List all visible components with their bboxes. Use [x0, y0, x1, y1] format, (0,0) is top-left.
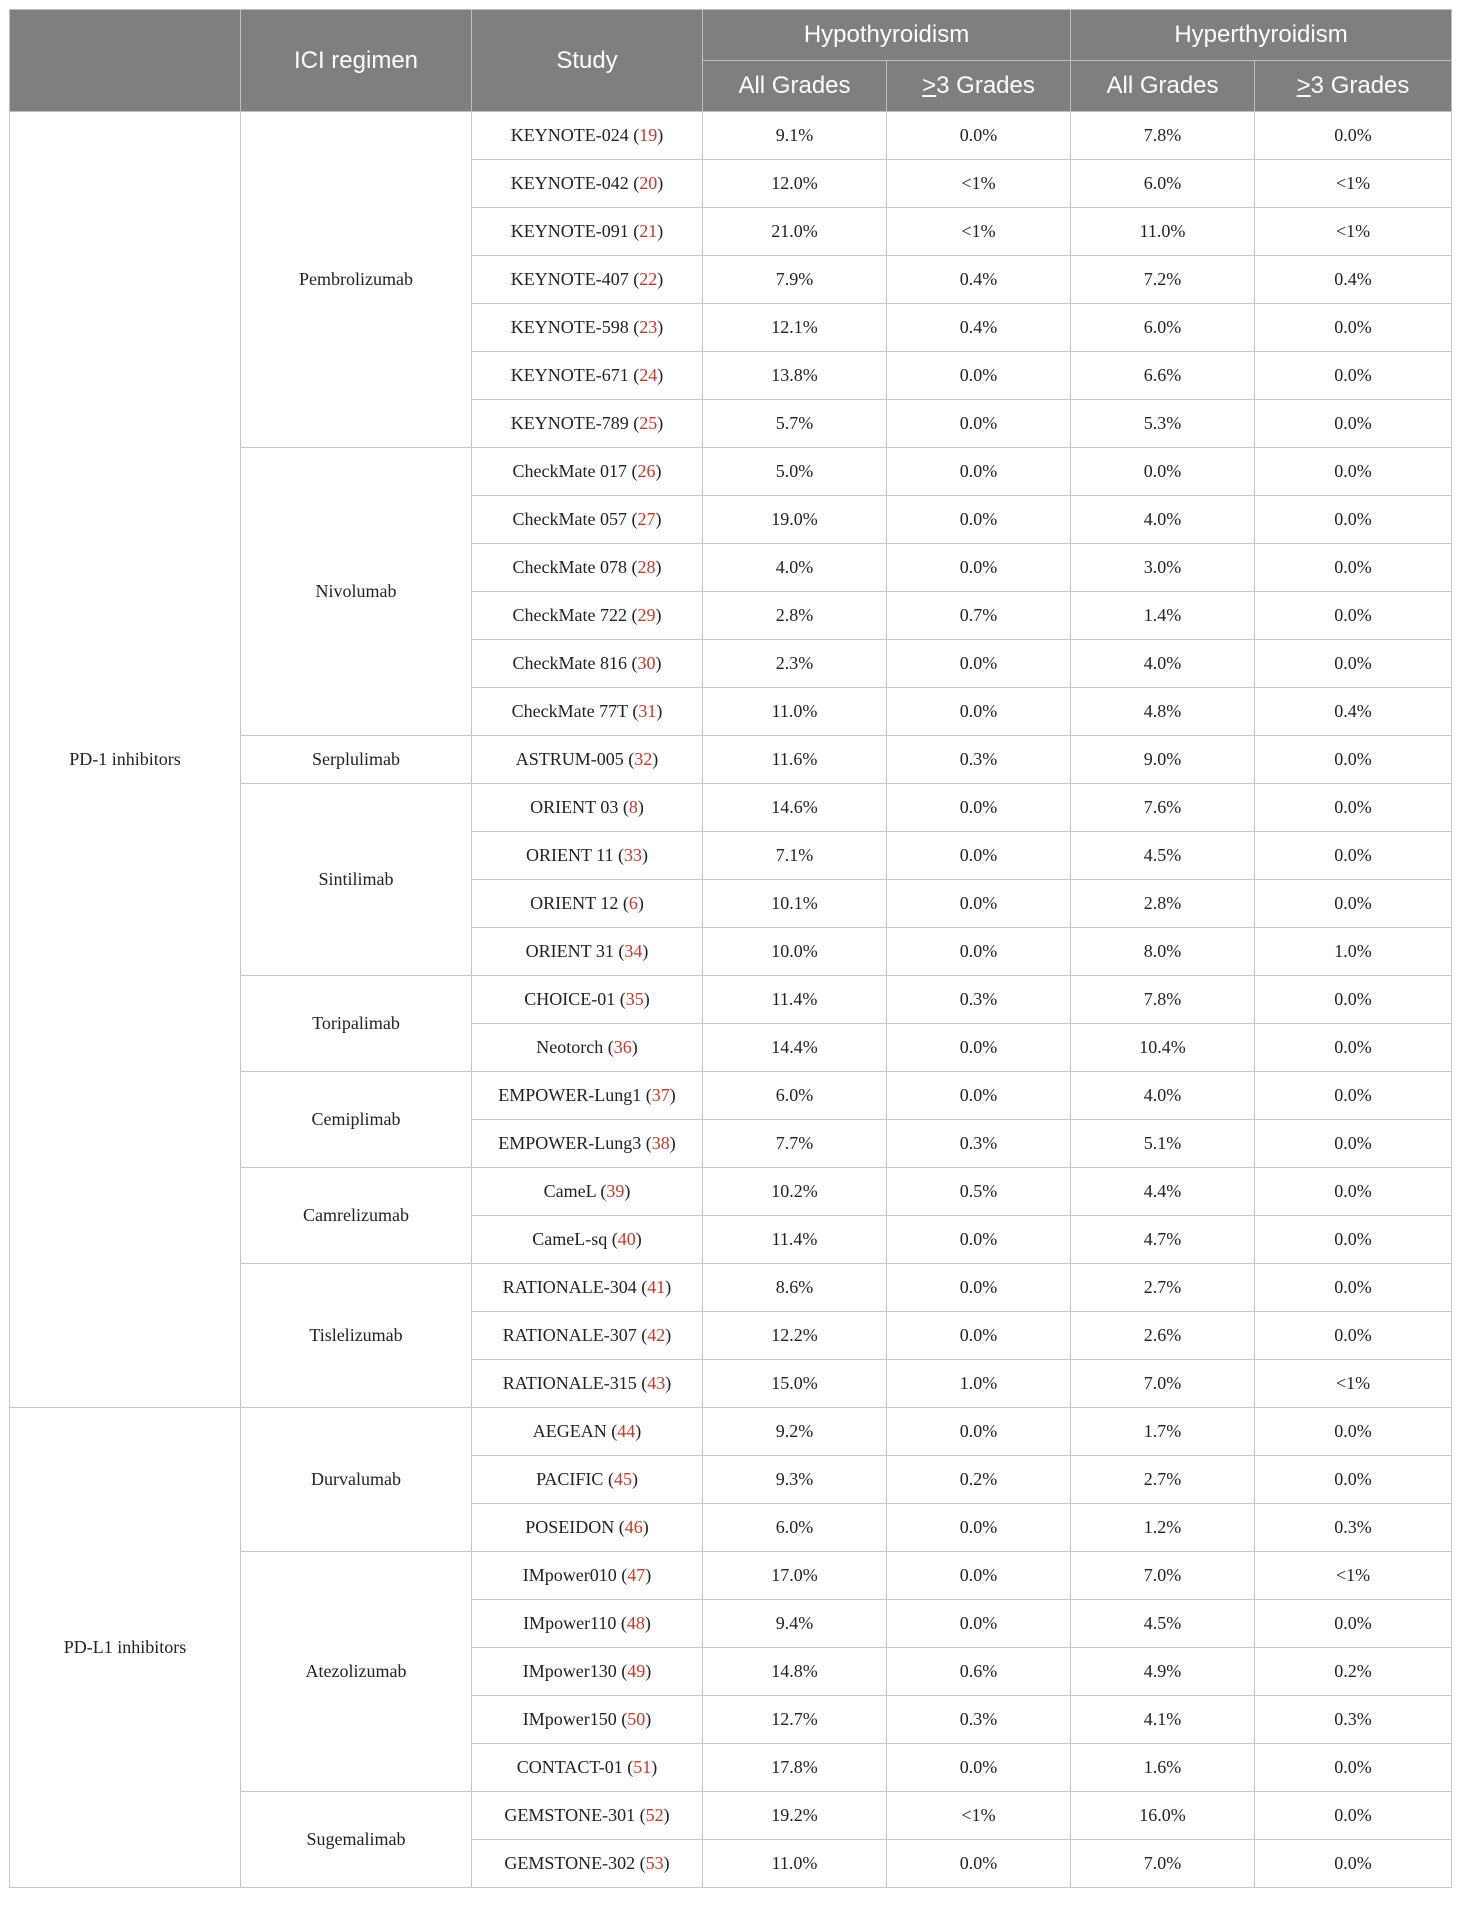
study-cell: ASTRUM-005 (32) [472, 736, 703, 784]
hypo-grade3-cell: 0.0% [887, 1216, 1071, 1264]
reference-number: 53 [645, 1853, 664, 1873]
hypo-grade3-cell: 0.3% [887, 1696, 1071, 1744]
reference-number: 28 [637, 557, 656, 577]
hypo-grade3-cell: 0.0% [887, 400, 1071, 448]
study-cell: KEYNOTE-671 (24) [472, 352, 703, 400]
hyper-grade3-cell: 0.0% [1255, 1744, 1452, 1792]
hyper-grade3-cell: 0.0% [1255, 352, 1452, 400]
hyper-all-grades-cell: 4.0% [1071, 496, 1255, 544]
hyper-all-grades-cell: 7.0% [1071, 1840, 1255, 1888]
study-cell: GEMSTONE-301 (52) [472, 1792, 703, 1840]
study-name: IMpower150 [522, 1709, 617, 1729]
reference-number: 20 [639, 173, 658, 193]
hyper-grade3-cell: 0.0% [1255, 304, 1452, 352]
reference-number: 6 [628, 893, 638, 913]
hypo-all-grades-cell: 19.2% [703, 1792, 887, 1840]
reference-number: 37 [651, 1085, 670, 1105]
ici-regimen-cell: Atezolizumab [241, 1552, 472, 1792]
reference-number: 34 [624, 941, 643, 961]
hypo-all-grades-cell: 7.7% [703, 1120, 887, 1168]
hypo-grade3-cell: 0.0% [887, 880, 1071, 928]
hyper-grade3-cell: 0.0% [1255, 880, 1452, 928]
hypo-all-grades-cell: 11.0% [703, 1840, 887, 1888]
hypo-all-grades-cell: 11.4% [703, 976, 887, 1024]
ge-symbol: > [922, 72, 937, 99]
study-name: EMPOWER-Lung3 [498, 1133, 642, 1153]
ici-regimen-cell: Cemiplimab [241, 1072, 472, 1168]
grade3-label: 3 Grades [936, 72, 1035, 99]
ici-regimen-cell: Sintilimab [241, 784, 472, 976]
hypo-grade3-cell: 0.7% [887, 592, 1071, 640]
study-name: KEYNOTE-024 [510, 125, 629, 145]
hypo-all-grades-cell: 8.6% [703, 1264, 887, 1312]
study-name: Neotorch [536, 1037, 604, 1057]
hypo-grade3-cell: 0.0% [887, 784, 1071, 832]
reference-number: 27 [637, 509, 656, 529]
study-cell: POSEIDON (46) [472, 1504, 703, 1552]
reference-number: 45 [613, 1469, 632, 1489]
reference-number: 33 [624, 845, 642, 865]
hyper-all-grades-cell: 11.0% [1071, 208, 1255, 256]
hyper-grade3-cell: 0.0% [1255, 736, 1452, 784]
hypo-all-grades-cell: 5.0% [703, 448, 887, 496]
hypo-all-grades-cell: 4.0% [703, 544, 887, 592]
reference-number: 25 [639, 413, 658, 433]
study-cell: GEMSTONE-302 (53) [472, 1840, 703, 1888]
study-name: EMPOWER-Lung1 [498, 1085, 642, 1105]
hypo-grade3-cell: 0.0% [887, 352, 1071, 400]
hypo-all-grades-cell: 13.8% [703, 352, 887, 400]
reference-number: 39 [606, 1181, 625, 1201]
study-cell: IMpower110 (48) [472, 1600, 703, 1648]
hypo-grade3-cell: 0.0% [887, 1264, 1071, 1312]
hyper-all-grades-cell: 2.8% [1071, 880, 1255, 928]
study-cell: CameL-sq (40) [472, 1216, 703, 1264]
hypo-grade3-cell: 0.0% [887, 496, 1071, 544]
table-row [10, 112, 1452, 160]
hyper-grade3-cell: 0.0% [1255, 592, 1452, 640]
study-name: CheckMate 057 [512, 509, 627, 529]
hypo-all-grades-cell: 9.2% [703, 1408, 887, 1456]
study-name: KEYNOTE-671 [510, 365, 629, 385]
study-cell: CheckMate 77T (31) [472, 688, 703, 736]
hypo-all-grades-cell: 17.0% [703, 1552, 887, 1600]
hypo-grade3-cell: 1.0% [887, 1360, 1071, 1408]
hyper-all-grades-cell: 0.0% [1071, 448, 1255, 496]
study-name: KEYNOTE-042 [510, 173, 629, 193]
reference-number: 8 [628, 797, 638, 817]
hypo-all-grades-cell: 6.0% [703, 1504, 887, 1552]
study-name: ORIENT 12 [530, 893, 619, 913]
hypo-grade3-cell: 0.0% [887, 1312, 1071, 1360]
hyper-grade3-cell: 0.0% [1255, 1264, 1452, 1312]
hypo-all-grades-cell: 12.2% [703, 1312, 887, 1360]
hyper-all-grades-cell: 4.0% [1071, 1072, 1255, 1120]
hyper-all-grades-cell: 7.0% [1071, 1360, 1255, 1408]
hyper-all-grades-cell: 3.0% [1071, 544, 1255, 592]
study-name: ORIENT 11 [526, 845, 614, 865]
ici-regimen-cell: Nivolumab [241, 448, 472, 736]
hypo-grade3-cell: 0.5% [887, 1168, 1071, 1216]
study-cell: KEYNOTE-598 (23) [472, 304, 703, 352]
study-name: IMpower130 [522, 1661, 617, 1681]
study-cell: ORIENT 31 (34) [472, 928, 703, 976]
study-name: GEMSTONE-302 [504, 1853, 636, 1873]
hyper-all-grades-cell: 10.4% [1071, 1024, 1255, 1072]
grade3-label: 3 Grades [1310, 72, 1410, 99]
ici-regimen-cell: Tislelizumab [241, 1264, 472, 1408]
table-row [10, 1408, 1452, 1456]
ici-regimen-cell: Serplulimab [241, 736, 472, 784]
study-name: CheckMate 77T [511, 701, 628, 721]
reference-number: 35 [625, 989, 644, 1009]
hyper-all-grades-cell: 1.2% [1071, 1504, 1255, 1552]
study-cell: RATIONALE-304 (41) [472, 1264, 703, 1312]
hyper-grade3-cell: 0.0% [1255, 1312, 1452, 1360]
header-hypo-grade3 [887, 61, 1071, 112]
hypo-grade3-cell: 0.3% [887, 976, 1071, 1024]
study-cell: Neotorch (36) [472, 1024, 703, 1072]
hyper-grade3-cell: 0.0% [1255, 448, 1452, 496]
hypo-grade3-cell: 0.0% [887, 1024, 1071, 1072]
hypo-grade3-cell: 0.0% [887, 832, 1071, 880]
study-cell: CONTACT-01 (51) [472, 1744, 703, 1792]
study-name: PACIFIC [536, 1469, 604, 1489]
study-cell: IMpower010 (47) [472, 1552, 703, 1600]
header-hyper-grade3 [1255, 61, 1452, 112]
study-cell: CheckMate 816 (30) [472, 640, 703, 688]
hyper-grade3-cell: 0.0% [1255, 400, 1452, 448]
hypo-all-grades-cell: 14.4% [703, 1024, 887, 1072]
study-cell: ORIENT 12 (6) [472, 880, 703, 928]
hyper-grade3-cell: 0.0% [1255, 976, 1452, 1024]
reference-number: 29 [637, 605, 656, 625]
hypo-all-grades-cell: 11.6% [703, 736, 887, 784]
header-study: Study [472, 10, 703, 112]
reference-number: 31 [638, 701, 657, 721]
hypo-all-grades-cell: 10.2% [703, 1168, 887, 1216]
hyper-all-grades-cell: 4.7% [1071, 1216, 1255, 1264]
study-cell: RATIONALE-315 (43) [472, 1360, 703, 1408]
table-body [10, 112, 1452, 1888]
hypo-grade3-cell: 0.4% [887, 304, 1071, 352]
study-name: IMpower010 [522, 1565, 617, 1585]
hypo-all-grades-cell: 9.4% [703, 1600, 887, 1648]
study-name: RATIONALE-304 [502, 1277, 637, 1297]
hyper-all-grades-cell: 6.0% [1071, 304, 1255, 352]
study-name: RATIONALE-315 [502, 1373, 637, 1393]
hyper-grade3-cell: 0.0% [1255, 1072, 1452, 1120]
hyper-all-grades-cell: 4.4% [1071, 1168, 1255, 1216]
reference-number: 44 [617, 1421, 636, 1441]
hypo-all-grades-cell: 7.1% [703, 832, 887, 880]
study-cell: EMPOWER-Lung1 (37) [472, 1072, 703, 1120]
hypo-grade3-cell: <1% [887, 208, 1071, 256]
hypo-all-grades-cell: 21.0% [703, 208, 887, 256]
study-cell: CheckMate 017 (26) [472, 448, 703, 496]
reference-number: 32 [634, 749, 653, 769]
study-cell: CHOICE-01 (35) [472, 976, 703, 1024]
study-cell: IMpower130 (49) [472, 1648, 703, 1696]
study-name: CheckMate 816 [512, 653, 627, 673]
study-cell: KEYNOTE-789 (25) [472, 400, 703, 448]
hyper-grade3-cell: 0.0% [1255, 112, 1452, 160]
reference-number: 50 [627, 1709, 646, 1729]
hypo-grade3-cell: 0.4% [887, 256, 1071, 304]
hypo-grade3-cell: 0.0% [887, 1600, 1071, 1648]
hypo-all-grades-cell: 14.8% [703, 1648, 887, 1696]
hypo-grade3-cell: 0.2% [887, 1456, 1071, 1504]
hypo-all-grades-cell: 11.4% [703, 1216, 887, 1264]
hypo-all-grades-cell: 2.3% [703, 640, 887, 688]
hyper-all-grades-cell: 7.0% [1071, 1552, 1255, 1600]
hypo-all-grades-cell: 12.0% [703, 160, 887, 208]
hyper-grade3-cell: 0.2% [1255, 1648, 1452, 1696]
ici-regimen-cell: Pembrolizumab [241, 112, 472, 448]
hypo-grade3-cell: 0.0% [887, 112, 1071, 160]
reference-number: 43 [647, 1373, 666, 1393]
header-hypo-all-grades: All Grades [703, 61, 887, 112]
hyper-grade3-cell: 0.0% [1255, 1024, 1452, 1072]
ici-regimen-cell: Toripalimab [241, 976, 472, 1072]
hyper-all-grades-cell: 4.8% [1071, 688, 1255, 736]
hyper-grade3-cell: 0.0% [1255, 1840, 1452, 1888]
study-cell: CheckMate 078 (28) [472, 544, 703, 592]
study-name: KEYNOTE-091 [510, 221, 629, 241]
hyper-grade3-cell: 0.3% [1255, 1696, 1452, 1744]
hypo-grade3-cell: 0.0% [887, 1504, 1071, 1552]
hyper-all-grades-cell: 7.6% [1071, 784, 1255, 832]
hypo-grade3-cell: <1% [887, 1792, 1071, 1840]
hyper-grade3-cell: 0.0% [1255, 1600, 1452, 1648]
reference-number: 48 [626, 1613, 645, 1633]
reference-number: 23 [639, 317, 658, 337]
hypo-grade3-cell: 0.0% [887, 448, 1071, 496]
hypo-all-grades-cell: 19.0% [703, 496, 887, 544]
hyper-all-grades-cell: 8.0% [1071, 928, 1255, 976]
reference-number: 36 [613, 1037, 632, 1057]
study-cell: PACIFIC (45) [472, 1456, 703, 1504]
hypo-grade3-cell: 0.3% [887, 1120, 1071, 1168]
hyper-all-grades-cell: 2.6% [1071, 1312, 1255, 1360]
study-cell: KEYNOTE-407 (22) [472, 256, 703, 304]
hyper-grade3-cell: 0.0% [1255, 496, 1452, 544]
hyper-grade3-cell: 0.0% [1255, 1792, 1452, 1840]
hypo-all-grades-cell: 10.1% [703, 880, 887, 928]
study-name: KEYNOTE-789 [510, 413, 629, 433]
hyper-all-grades-cell: 7.2% [1071, 256, 1255, 304]
reference-number: 40 [617, 1229, 636, 1249]
study-name: IMpower110 [523, 1613, 617, 1633]
hypo-grade3-cell: 0.0% [887, 544, 1071, 592]
header-hyperthyroidism: Hyperthyroidism [1071, 10, 1452, 61]
hypo-all-grades-cell: 6.0% [703, 1072, 887, 1120]
hyper-all-grades-cell: 16.0% [1071, 1792, 1255, 1840]
hypo-grade3-cell: 0.0% [887, 928, 1071, 976]
hyper-grade3-cell: 0.0% [1255, 544, 1452, 592]
hyper-grade3-cell: <1% [1255, 208, 1452, 256]
ge-symbol: > [1296, 72, 1311, 99]
hyper-grade3-cell: 0.0% [1255, 784, 1452, 832]
hyper-all-grades-cell: 4.1% [1071, 1696, 1255, 1744]
hyper-grade3-cell: 0.4% [1255, 688, 1452, 736]
study-name: KEYNOTE-407 [510, 269, 629, 289]
hyper-grade3-cell: 0.0% [1255, 1408, 1452, 1456]
study-cell: IMpower150 (50) [472, 1696, 703, 1744]
hypo-all-grades-cell: 7.9% [703, 256, 887, 304]
hyper-grade3-cell: 0.3% [1255, 1504, 1452, 1552]
study-name: CameL-sq [532, 1229, 608, 1249]
study-cell: ORIENT 11 (33) [472, 832, 703, 880]
hypo-all-grades-cell: 14.6% [703, 784, 887, 832]
hyper-grade3-cell: 0.0% [1255, 832, 1452, 880]
study-name: CheckMate 722 [512, 605, 627, 625]
hypo-all-grades-cell: 2.8% [703, 592, 887, 640]
study-name: CheckMate 017 [512, 461, 627, 481]
study-cell: KEYNOTE-024 (19) [472, 112, 703, 160]
study-cell: CameL (39) [472, 1168, 703, 1216]
reference-number: 46 [624, 1517, 643, 1537]
hypo-all-grades-cell: 5.7% [703, 400, 887, 448]
study-cell: CheckMate 722 (29) [472, 592, 703, 640]
hyper-grade3-cell: 0.0% [1255, 1216, 1452, 1264]
header-ici-regimen: ICI regimen [241, 10, 472, 112]
hyper-grade3-cell: 0.4% [1255, 256, 1452, 304]
header-hyper-all-grades: All Grades [1071, 61, 1255, 112]
study-name: CameL [543, 1181, 596, 1201]
header-blank [10, 10, 241, 112]
study-name: ORIENT 31 [525, 941, 614, 961]
study-cell: EMPOWER-Lung3 (38) [472, 1120, 703, 1168]
study-name: KEYNOTE-598 [510, 317, 629, 337]
hypo-all-grades-cell: 9.1% [703, 112, 887, 160]
hypo-grade3-cell: 0.6% [887, 1648, 1071, 1696]
hypo-grade3-cell: 0.0% [887, 1840, 1071, 1888]
hypo-grade3-cell: 0.0% [887, 640, 1071, 688]
hyper-all-grades-cell: 6.6% [1071, 352, 1255, 400]
hyper-grade3-cell: 0.0% [1255, 1168, 1452, 1216]
study-name: RATIONALE-307 [502, 1325, 637, 1345]
hypo-grade3-cell: 0.0% [887, 1072, 1071, 1120]
hyper-all-grades-cell: 4.9% [1071, 1648, 1255, 1696]
study-cell: CheckMate 057 (27) [472, 496, 703, 544]
hypo-all-grades-cell: 11.0% [703, 688, 887, 736]
reference-number: 51 [633, 1757, 652, 1777]
hypo-grade3-cell: <1% [887, 160, 1071, 208]
thyroid-adverse-events-table [9, 9, 1452, 1888]
hypo-grade3-cell: 0.0% [887, 688, 1071, 736]
reference-number: 22 [639, 269, 658, 289]
hyper-grade3-cell: 0.0% [1255, 1120, 1452, 1168]
hyper-all-grades-cell: 2.7% [1071, 1456, 1255, 1504]
study-name: AEGEAN [532, 1421, 607, 1441]
study-cell: RATIONALE-307 (42) [472, 1312, 703, 1360]
reference-number: 19 [639, 125, 658, 145]
hyper-grade3-cell: 0.0% [1255, 1456, 1452, 1504]
hyper-all-grades-cell: 1.7% [1071, 1408, 1255, 1456]
hyper-all-grades-cell: 2.7% [1071, 1264, 1255, 1312]
hyper-grade3-cell: <1% [1255, 160, 1452, 208]
reference-number: 21 [639, 221, 658, 241]
hypo-all-grades-cell: 17.8% [703, 1744, 887, 1792]
hyper-all-grades-cell: 7.8% [1071, 112, 1255, 160]
hypo-all-grades-cell: 9.3% [703, 1456, 887, 1504]
reference-number: 49 [627, 1661, 646, 1681]
reference-number: 41 [647, 1277, 666, 1297]
study-cell: KEYNOTE-091 (21) [472, 208, 703, 256]
reference-number: 42 [647, 1325, 666, 1345]
hyper-grade3-cell: <1% [1255, 1552, 1452, 1600]
hyper-all-grades-cell: 1.6% [1071, 1744, 1255, 1792]
hyper-grade3-cell: <1% [1255, 1360, 1452, 1408]
hyper-all-grades-cell: 5.1% [1071, 1120, 1255, 1168]
hypo-grade3-cell: 0.0% [887, 1408, 1071, 1456]
hyper-grade3-cell: 0.0% [1255, 640, 1452, 688]
study-name: CheckMate 078 [512, 557, 627, 577]
hyper-all-grades-cell: 6.0% [1071, 160, 1255, 208]
inhibitor-class-cell: PD-L1 inhibitors [10, 1408, 241, 1888]
ici-regimen-cell: Camrelizumab [241, 1168, 472, 1264]
hypo-all-grades-cell: 12.7% [703, 1696, 887, 1744]
hyper-grade3-cell: 1.0% [1255, 928, 1452, 976]
hyper-all-grades-cell: 1.4% [1071, 592, 1255, 640]
hyper-all-grades-cell: 5.3% [1071, 400, 1255, 448]
hypo-all-grades-cell: 15.0% [703, 1360, 887, 1408]
ici-regimen-cell: Durvalumab [241, 1408, 472, 1552]
reference-number: 52 [645, 1805, 664, 1825]
inhibitor-class-cell: PD-1 inhibitors [10, 112, 241, 1408]
reference-number: 24 [639, 365, 658, 385]
study-name: CONTACT-01 [516, 1757, 623, 1777]
ici-regimen-cell: Sugemalimab [241, 1792, 472, 1888]
hyper-all-grades-cell: 4.5% [1071, 832, 1255, 880]
hypo-grade3-cell: 0.3% [887, 736, 1071, 784]
reference-number: 38 [651, 1133, 670, 1153]
study-cell: KEYNOTE-042 (20) [472, 160, 703, 208]
reference-number: 26 [637, 461, 656, 481]
table-header [10, 10, 1452, 112]
hyper-all-grades-cell: 4.5% [1071, 1600, 1255, 1648]
study-cell: AEGEAN (44) [472, 1408, 703, 1456]
hyper-all-grades-cell: 9.0% [1071, 736, 1255, 784]
study-name: CHOICE-01 [524, 989, 616, 1009]
study-name: GEMSTONE-301 [504, 1805, 636, 1825]
hypo-all-grades-cell: 12.1% [703, 304, 887, 352]
header-hypothyroidism: Hypothyroidism [703, 10, 1071, 61]
hypo-grade3-cell: 0.0% [887, 1552, 1071, 1600]
study-cell: ORIENT 03 (8) [472, 784, 703, 832]
study-name: POSEIDON [525, 1517, 615, 1537]
reference-number: 30 [637, 653, 656, 673]
hyper-all-grades-cell: 7.8% [1071, 976, 1255, 1024]
study-name: ASTRUM-005 [515, 749, 624, 769]
hyper-all-grades-cell: 4.0% [1071, 640, 1255, 688]
hypo-all-grades-cell: 10.0% [703, 928, 887, 976]
study-name: ORIENT 03 [530, 797, 619, 817]
reference-number: 47 [627, 1565, 646, 1585]
hypo-grade3-cell: 0.0% [887, 1744, 1071, 1792]
